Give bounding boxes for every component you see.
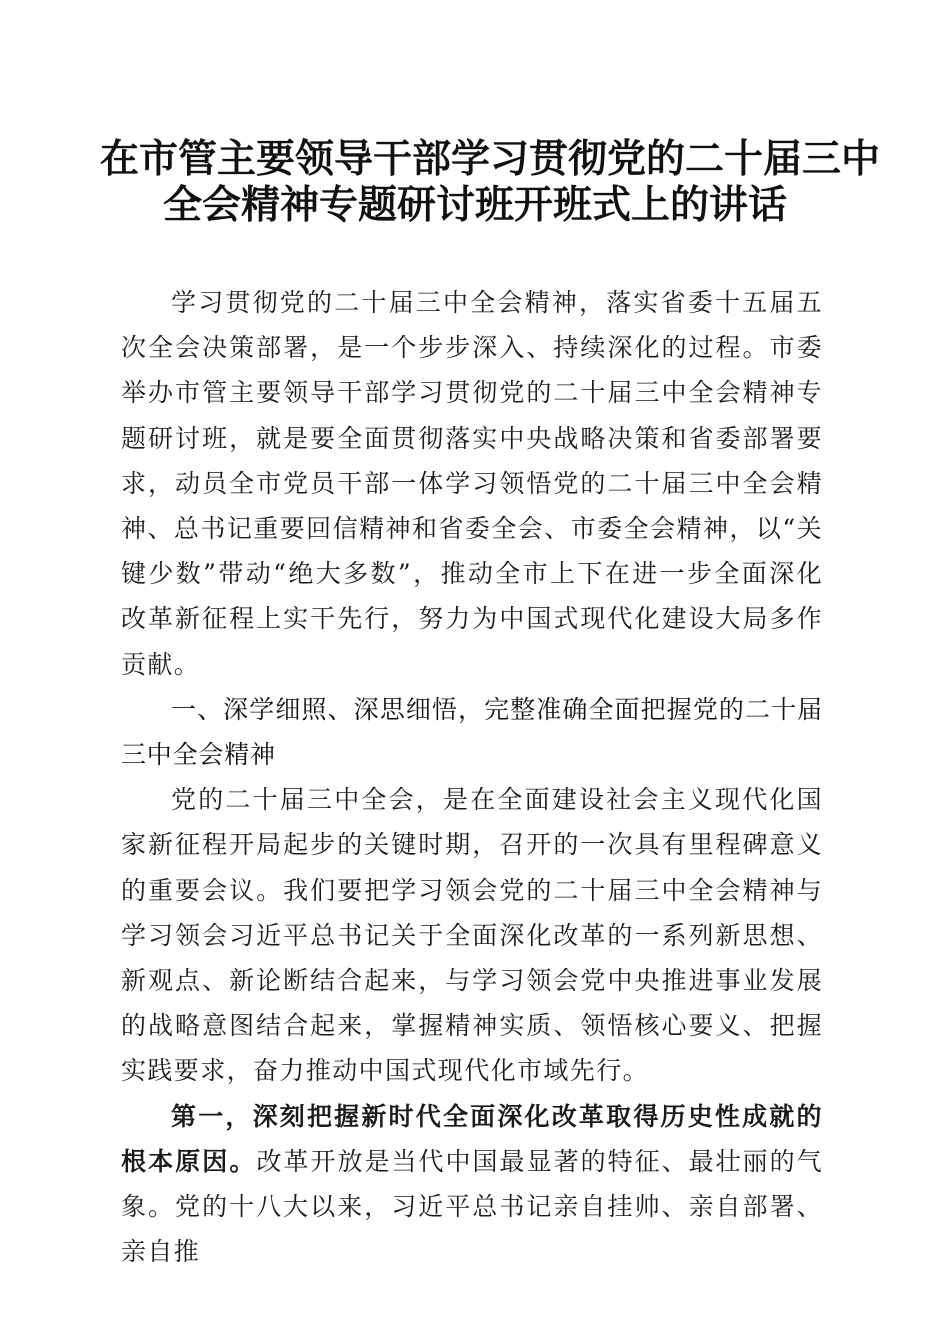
intro-paragraph: 学习贯彻党的二十届三中全会精神，落实省委十五届五次全会决策部署，是一个步步深入、持续深化的过程。市委举办市管主要领导干部学习贯彻党的二十届三中全会精神专题研讨班，就是要全面贯彻落实中央战略决策和省委部署要求，动员全市党员干部一体学习领悟党的二十届三中全会精神、总书记重要回信精神和省委全会、市委全会精神，以“关键少数”带动“绝大多数”，推动全市上下在进一步全面深化改革新征程上实干先行，努力为中国式现代化建设大局多作贡献。 bbox=[121, 288, 823, 679]
point-1-body: 改革开放是当代中国最显著的特征、最壮丽的气象。党的十八大以来，习近平总书记亲自挂帅、亲自部署、亲自推 bbox=[121, 1146, 823, 1267]
section-1-heading: 一、深学细照、深思细悟，完整准确全面把握党的二十届三中全会精神 bbox=[121, 694, 823, 770]
point-1-paragraph bbox=[121, 1094, 823, 1275]
document-title-line-1: 在市管主要领导干部学习贯彻党的二十届三中 bbox=[100, 136, 881, 182]
document-body bbox=[121, 280, 823, 1274]
document-title-line-2: 全会精神专题研讨班开班式上的讲话 bbox=[162, 182, 787, 228]
point-1-lead: 第一，深刻把握新时代全面深化改革取得历史性成就的根本原因。 bbox=[121, 1101, 823, 1176]
section-1-paragraph: 党的二十届三中全会，是在全面建设社会主义现代化国家新征程开局起步的关键时期，召开的一次具有里程碑意义的重要会议。我们要把学习领会党的二十届三中全会精神与学习领会习近平总书记关于全面深化改革的一系列新思想、新观点、新论断结合起来，与学习领会党中央推进事业发展的战略意图结合起来，掌握精神实质、领悟核心要义、把握实践要求，奋力推动中国式现代化市域先行。 bbox=[121, 785, 823, 1086]
